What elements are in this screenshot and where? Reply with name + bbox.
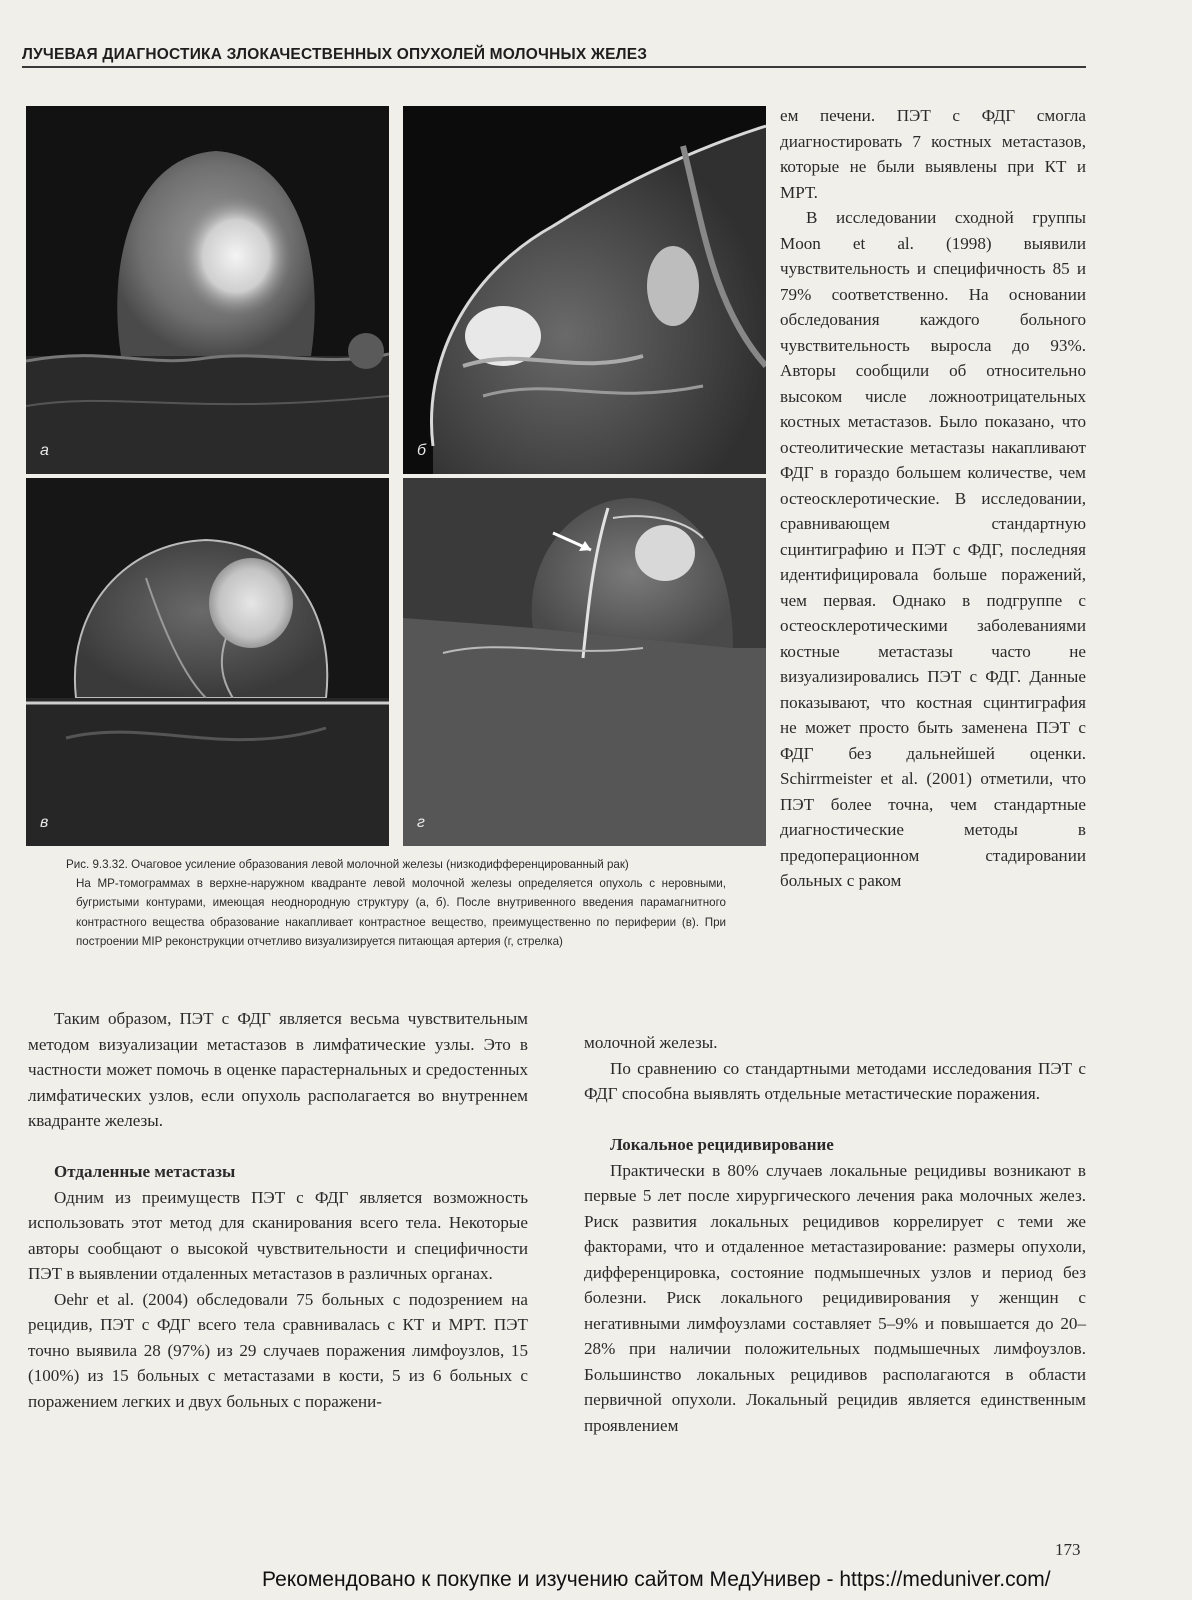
paragraph: В исследовании сходной группы Moon et al. (1998) выявили чувствительность и специфичность 85 и 79% соответственно. На основании обследования каждого больного чувствительность выросла до 93%. Авторы сообщили об относительно высоком числе ложноотрицательных костных метастазов. Было показано, что остеолитические метастазы накапливают ФДГ в гораздо большем количестве, чем остеосклеротические. В исследовании, сравнивающем стандартную сцинтиграфию и ПЭТ с ФДГ, последняя идентифицировала больше поражений, чем первая. Однако в подгруппе с остеосклеротическими заболеваниями костные метастазы часто не визуализировались ПЭТ с ФДГ. Данные показывают, что костная сцинтиграфия не может просто быть заменена ПЭТ с ФДГ без дальнейшей оценки. Schirrmeister et al. (2001) отметили, что ПЭТ более точна, чем стандартные диагностические методы в предоперационном стадировании больных с раком	[780, 208, 1086, 890]
caption-body: На МР-томограммах в верхне-наружном квадранте левой молочной железы определяется опухоль с неровными, бугристыми контурами, имеющая неоднородную структуру (а, б). После внутривенного введения парамагнитного контрастного вещества образование накапливает контрастное вещество, преимущественно по периферии (в). При построении MIP реконструкции отчетливо визуализируется питающая артерия (г, стрелка)	[76, 877, 726, 948]
panel-b	[403, 106, 766, 474]
right-column-bottom	[584, 1030, 1086, 1438]
section-heading-local-recurrence: Локальное рецидивирование	[610, 1135, 834, 1154]
left-column-bottom	[28, 1006, 528, 1414]
mri-breast-contrast-icon	[26, 478, 389, 846]
paragraph: Таким образом, ПЭТ с ФДГ является весьма чувствительным методом визуализации метастазов в лимфатические узлы. Это в частности может помочь в оценке парастернальных и средостенных лимфатических узлов, если опухоль располагается во внутреннем квадранте железы.	[28, 1009, 528, 1130]
spacer	[28, 1134, 528, 1160]
paragraph: По сравнению со стандартными методами исследования ПЭТ с ФДГ способна выявлять отдельные метастические поражения.	[584, 1058, 1086, 1103]
mri-breast-axial-icon	[26, 106, 389, 474]
right-column-top	[780, 103, 1086, 894]
panel-a	[26, 106, 389, 474]
section-heading-distant-metastases: Отдаленные метастазы	[54, 1162, 236, 1181]
mri-breast-sagittal-icon	[403, 106, 766, 474]
panel-label: б	[417, 442, 426, 459]
caption-title: Рис. 9.3.32. Очаговое усиление образования левой молочной железы (низкодифференцированный рак)	[66, 858, 629, 871]
panel-label: а	[40, 442, 49, 459]
panel-label: в	[40, 814, 49, 831]
header-rule	[22, 66, 1086, 68]
panel-c	[26, 478, 389, 846]
paragraph: ем печени. ПЭТ с ФДГ смогла диагностировать 7 костных метастазов, которые не были выявлены при КТ и МРТ.	[780, 106, 1086, 202]
page-number: 173	[1055, 1540, 1081, 1559]
panel-label: г	[417, 814, 425, 831]
figure-9-3-32	[26, 106, 766, 846]
footer-recommendation: Рекомендовано к покупке и изучению сайтом МедУнивер - https://meduniver.com/	[262, 1568, 1051, 1591]
figure-caption	[66, 855, 726, 951]
paragraph: молочной железы.	[584, 1033, 718, 1052]
mri-mip-reconstruction-icon	[403, 478, 766, 846]
paragraph: Практически в 80% случаев локальные рецидивы возникают в первые 5 лет после хирургического лечения рака молочных желез. Риск развития локальных рецидивов коррелирует с теми же факторами, что и отдаленное метастазирование: размеры опухоли, дифференцировка, состояние подмышечных узлов и период без болезни. Риск локального рецидивирования у женщин с негативными лимфоузлами составляет 5–9% и повышается до 20–28% при наличии положительных подмышечных лимфоузлов. Большинство локальных рецидивов располагаются в области первичной опухоли. Локальный рецидив является единственным проявлением	[584, 1160, 1086, 1435]
paragraph: Oehr et al. (2004) обследовали 75 больных с подозрением на рецидив, ПЭТ с ФДГ всего тела сравнивалась с КТ и МРТ. ПЭТ точно выявила 28 (97%) из 29 случаев поражения лимфоузлов, 15 (100%) из 15 больных с метастазами в кости, 5 из 6 больных с поражением легких и двух больных с поражени-	[28, 1289, 528, 1411]
panel-d	[403, 478, 766, 846]
running-title: ЛУЧЕВАЯ ДИАГНОСТИКА ЗЛОКАЧЕСТВЕННЫХ ОПУХОЛЕЙ МОЛОЧНЫХ ЖЕЛЕЗ	[22, 46, 648, 63]
spacer	[584, 1107, 1086, 1133]
paragraph: Одним из преимуществ ПЭТ с ФДГ является возможность использовать этот метод для сканирования всего тела. Некоторые авторы сообщают о высокой чувствительности и специфичности ПЭТ в выявлении отдаленных метастазов в различных органах.	[28, 1187, 528, 1283]
